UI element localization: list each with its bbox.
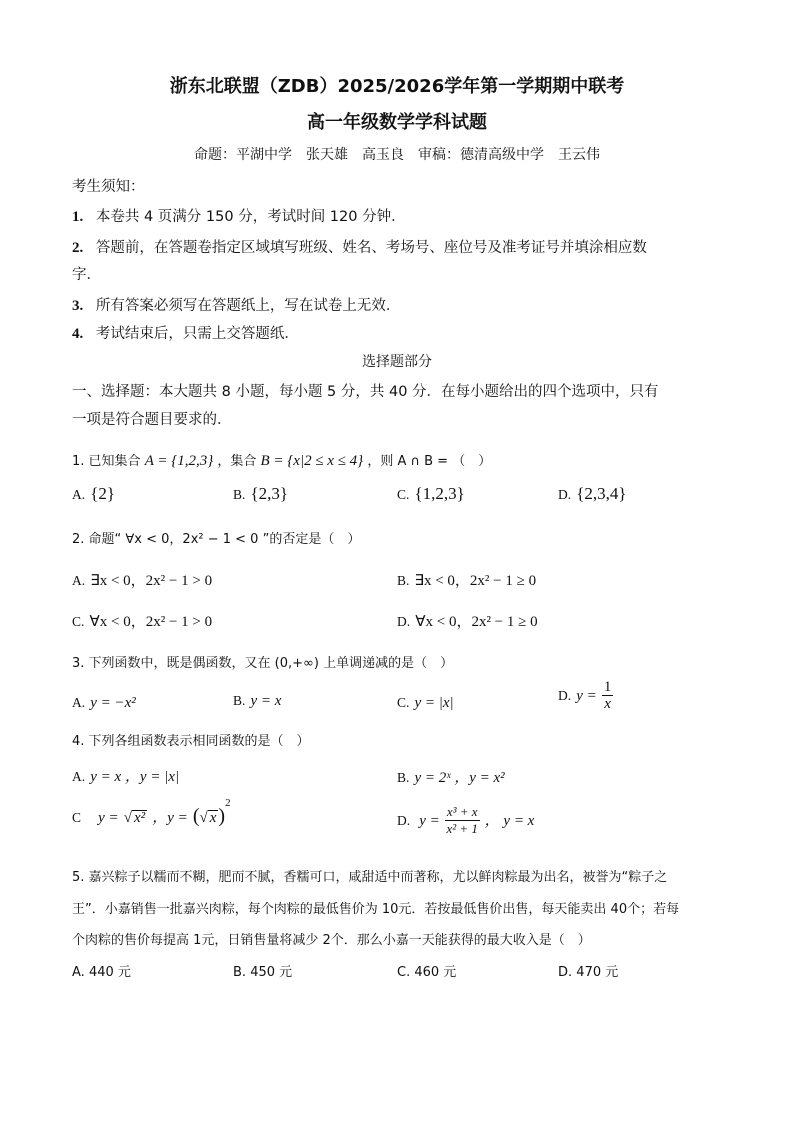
q1-option-c[interactable]: C. {1,2,3} xyxy=(397,484,465,503)
notice-item-2-cont: 字． xyxy=(72,267,101,283)
notice-item-3: 3. 所有答案必须写在答题纸上，写在试卷上无效． xyxy=(72,298,401,314)
paren-open: ( xyxy=(192,805,200,827)
section-title: 选择题部分 xyxy=(362,354,432,370)
q2-option-c[interactable]: C. ∀x < 0，2x² − 1 > 0 xyxy=(72,614,213,630)
notice-item-4: 4. 考试结束后，只需上交答题纸． xyxy=(72,326,299,342)
notice-item-1: 1. 本卷共 4 页满分 150 分，考试时间 120 分钟． xyxy=(72,209,406,225)
sqrt-radicand: x² xyxy=(133,810,146,826)
q1-option-a[interactable]: A. {2} xyxy=(72,484,116,503)
section-intro-line2: 一项是符合题目要求的． xyxy=(72,412,232,428)
question-5-line1: 5. 嘉兴粽子以糯而不糊，肥而不腻，香糯可口，咸甜适中而著称，尤以鲜肉粽最为出名，被誉为“粽子之 xyxy=(72,870,668,885)
q5-option-c[interactable]: C. 460 元 xyxy=(397,965,457,980)
notice-heading: 考生须知： xyxy=(72,179,145,195)
question-1-stem: 1. 已知集合 A = {1,2,3} ，集合 B = {x|2 ≤ x ≤ 4} ，则 A ∩ B = （ ） xyxy=(72,453,492,469)
q3-option-c[interactable]: C. y = |x| xyxy=(397,695,454,711)
question-5-line2: 王”．小嘉销售一批嘉兴肉粽，每个肉粽的最低售价为 10元．若按最低售价出售，每天能卖出 40个；若每 xyxy=(72,902,680,917)
question-5-line3: 个肉粽的售价每提高 1元，日销售量将减少 2个．那么小嘉一天能获得的最大收入是（ ） xyxy=(72,933,591,948)
set-a: A = {1,2,3} xyxy=(144,453,214,469)
q2-option-a[interactable]: A. ∃x < 0，2x² − 1 > 0 xyxy=(72,573,213,589)
sqrt-sign-icon: √ xyxy=(123,810,132,826)
exponent: 2 xyxy=(225,796,231,809)
q5-option-a[interactable]: A. 440 元 xyxy=(72,965,131,980)
set-b: B = {x|2 ≤ x ≤ 4} xyxy=(260,453,364,469)
q1-option-d[interactable]: D. {2,3,4} xyxy=(558,484,627,503)
notice-item-2: 2. 答题前，在答题卷指定区域填写班级、姓名、考场号、座位号及准考证号并填涂相应数 xyxy=(72,240,647,256)
fraction: $\frac{1}{x}$ xyxy=(603,679,612,712)
section-intro-line1: 一、选择题：本大题共 8 小题，每小题 5 分，共 40 分．在每小题给出的四个选项中，只有 xyxy=(72,384,659,400)
paren-close: ) xyxy=(218,805,226,827)
question-2-stem: 2. 命题“ ∀x < 0，2x² − 1 < 0 ”的否定是（ ） xyxy=(72,532,361,547)
question-3-stem: 3. 下列函数中，既是偶函数，又在 (0,+∞) 上单调递减的是（ ） xyxy=(72,656,454,671)
q4-option-b[interactable]: B. y = 2ˣ ，y = x² xyxy=(397,770,505,786)
q2-option-d[interactable]: D. ∀x < 0，2x² − 1 ≥ 0 xyxy=(397,614,538,630)
fraction: $\frac{\text{x³ + x}}{\text{x² + 1}}$ xyxy=(446,804,478,836)
q5-option-d[interactable]: D. 470 元 xyxy=(558,965,619,980)
question-4-stem: 4. 下列各组函数表示相同函数的是（ ） xyxy=(72,734,310,749)
authors-line: 命题：平湖中学 张天雄 高玉良 审稿：德清高级中学 王云伟 xyxy=(194,147,600,163)
q4-option-c[interactable]: C y = √ x² ，y = (√ x )$^2$ xyxy=(72,796,231,827)
exam-subtitle: 高一年级数学学科试题 xyxy=(307,112,487,133)
q4-option-d[interactable]: D. y = $\frac{\text{x³ + x}}{\text{x² + 1}}$ ， y = x xyxy=(397,804,535,836)
q5-option-b[interactable]: B. 450 元 xyxy=(233,965,293,980)
q3-option-a[interactable]: A. y = −x² xyxy=(72,695,136,711)
exam-title: 浙东北联盟（ZDB）2025/2026学年第一学期期中联考 xyxy=(169,76,625,97)
q1-option-b[interactable]: B. {2,3} xyxy=(233,484,289,503)
q4-option-a[interactable]: A. y = x ，y = |x| xyxy=(72,769,180,785)
q3-option-d[interactable]: D. y = $\frac{1}{x}$ xyxy=(558,679,612,712)
q3-option-b[interactable]: B. y = x xyxy=(233,693,282,709)
q2-option-b[interactable]: B. ∃x < 0，2x² − 1 ≥ 0 xyxy=(397,573,537,589)
sqrt-sign-icon: √ xyxy=(199,810,208,826)
